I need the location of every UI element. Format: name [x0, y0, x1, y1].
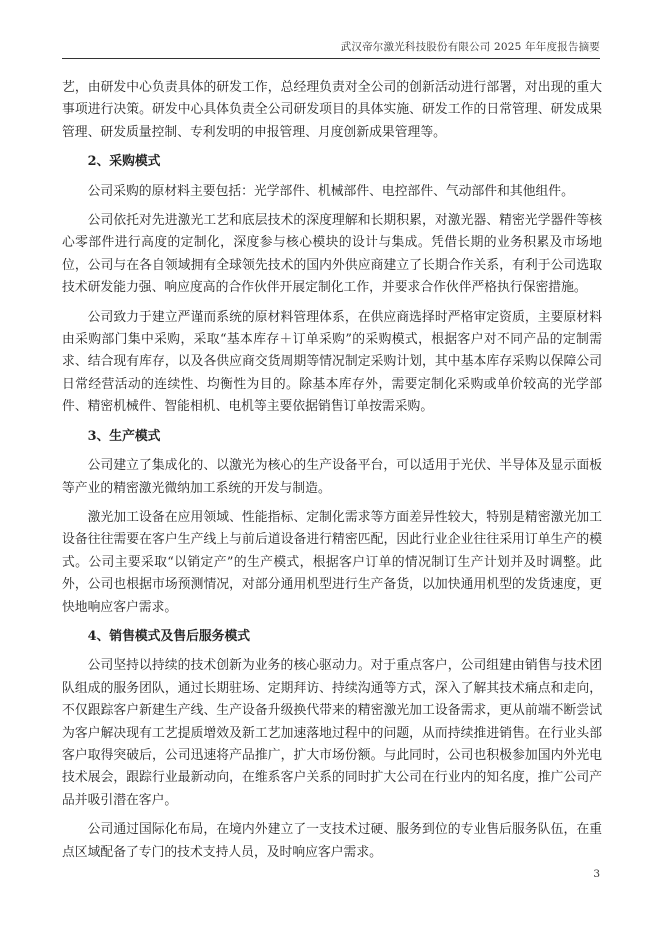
- page-number: 3: [593, 868, 600, 880]
- sales-paragraph-1: 公司坚持以持续的技术创新为业务的核心驱动力。对于重点客户，公司组建由销售与技术团队组成的服务团队，通过长期驻场、定期拜访、持续沟通等方式，深入了解其技术痛点和走向，不仅跟踪客户新建生产线、生产设备升级换代带来的精密激光加工设备需求，更从前端不断尝试为客户解决现有工艺提质增效及新工艺加速落地过程中的问题，从而持续推进销售。在行业头部客户取得突破后，公司迅速将产品推广，扩大市场份额。与此同时，公司也积极参加国内外光电技术展会，跟踪行业最新动向，在维系客户关系的同时扩大公司在行业内的知名度，推广公司产品并吸引潜在客户。: [62, 658, 602, 808]
- production-paragraph-2: 激光加工设备在应用领域、性能指标、定制化需求等方面差异性较大，特别是精密激光加工设备往往需要在客户生产线上与前后道设备进行精密匹配，因此行业企业往往采用订单生产的模式。公司主要采取“以销定产”的生产模式，根据客户订单的情况制订生产计划并及时调整。此外，公司也根据市场预测情况，对部分通用机型进行生产备货，以加快通用机型的发货速度，更快地响应客户需求。: [62, 509, 602, 615]
- page-header: [62, 0, 600, 59]
- document-body: [62, 77, 602, 871]
- section-heading-procurement: 2、采购模式: [87, 154, 161, 170]
- sales-paragraph-2: 公司通过国际化布局，在境内外建立了一支技术过硬、服务到位的专业售后服务队伍，在重点区域配备了专门的技术支持人员，及时响应客户需求。: [62, 822, 602, 860]
- rd-continuation-paragraph: 艺，由研发中心负责具体的研发工作，总经理负责对全公司的创新活动进行部署，对出现的重大事项进行决策。研发中心具体负责全公司研发项目的具体实施、研发工作的日常管理、研发成果管理、研发质量控制、专利发明的申报管理、月度创新成果管理等。: [62, 80, 602, 140]
- procurement-paragraph-2: 公司依托对先进激光工艺和底层技术的深度理解和长期积累，对激光器、精密光学器件等核心零部件进行高度的定制化，深度参与核心模块的设计与集成。凭借长期的业务积累及市场地位，公司与在各自领域拥有全球领先技术的国内外供应商建立了长期合作关系，有利于公司选取技术研发能力强、响应度高的合作伙伴开展定制化工作，并要求合作伙伴严格执行保密措施。: [62, 213, 602, 296]
- procurement-paragraph-1: 公司采购的原材料主要包括：光学部件、机械部件、电控部件、气动部件和其他组件。: [87, 183, 574, 199]
- section-heading-sales: 4、销售模式及售后服务模式: [87, 628, 251, 644]
- report-header-title: 武汉帝尔激光科技股份有限公司 2025 年年度报告摘要: [340, 41, 600, 53]
- section-heading-production: 3、生产模式: [87, 428, 161, 444]
- production-paragraph-1: 公司建立了集成化的、以激光为核心的生产设备平台，可以适用于光伏、半导体及显示面板等产业的精密激光微纳加工系统的开发与制造。: [62, 458, 602, 496]
- procurement-paragraph-3: 公司致力于建立严谨而系统的原材料管理体系，在供应商选择时严格审定资质，主要原材料由采购部门集中采购，采取“基本库存＋订单采购”的采购模式，根据客户对不同产品的定制需求、结合现有库存，以及各供应商交货周期等情况制定采购计划，其中基本库存采购以保障公司日常经营活动的连续性、均衡性为目的。除基本库存外，需要定制化采购或单价较高的光学部件、精密机械件、智能相机、电机等主要依据销售订单按需采购。: [62, 309, 602, 415]
